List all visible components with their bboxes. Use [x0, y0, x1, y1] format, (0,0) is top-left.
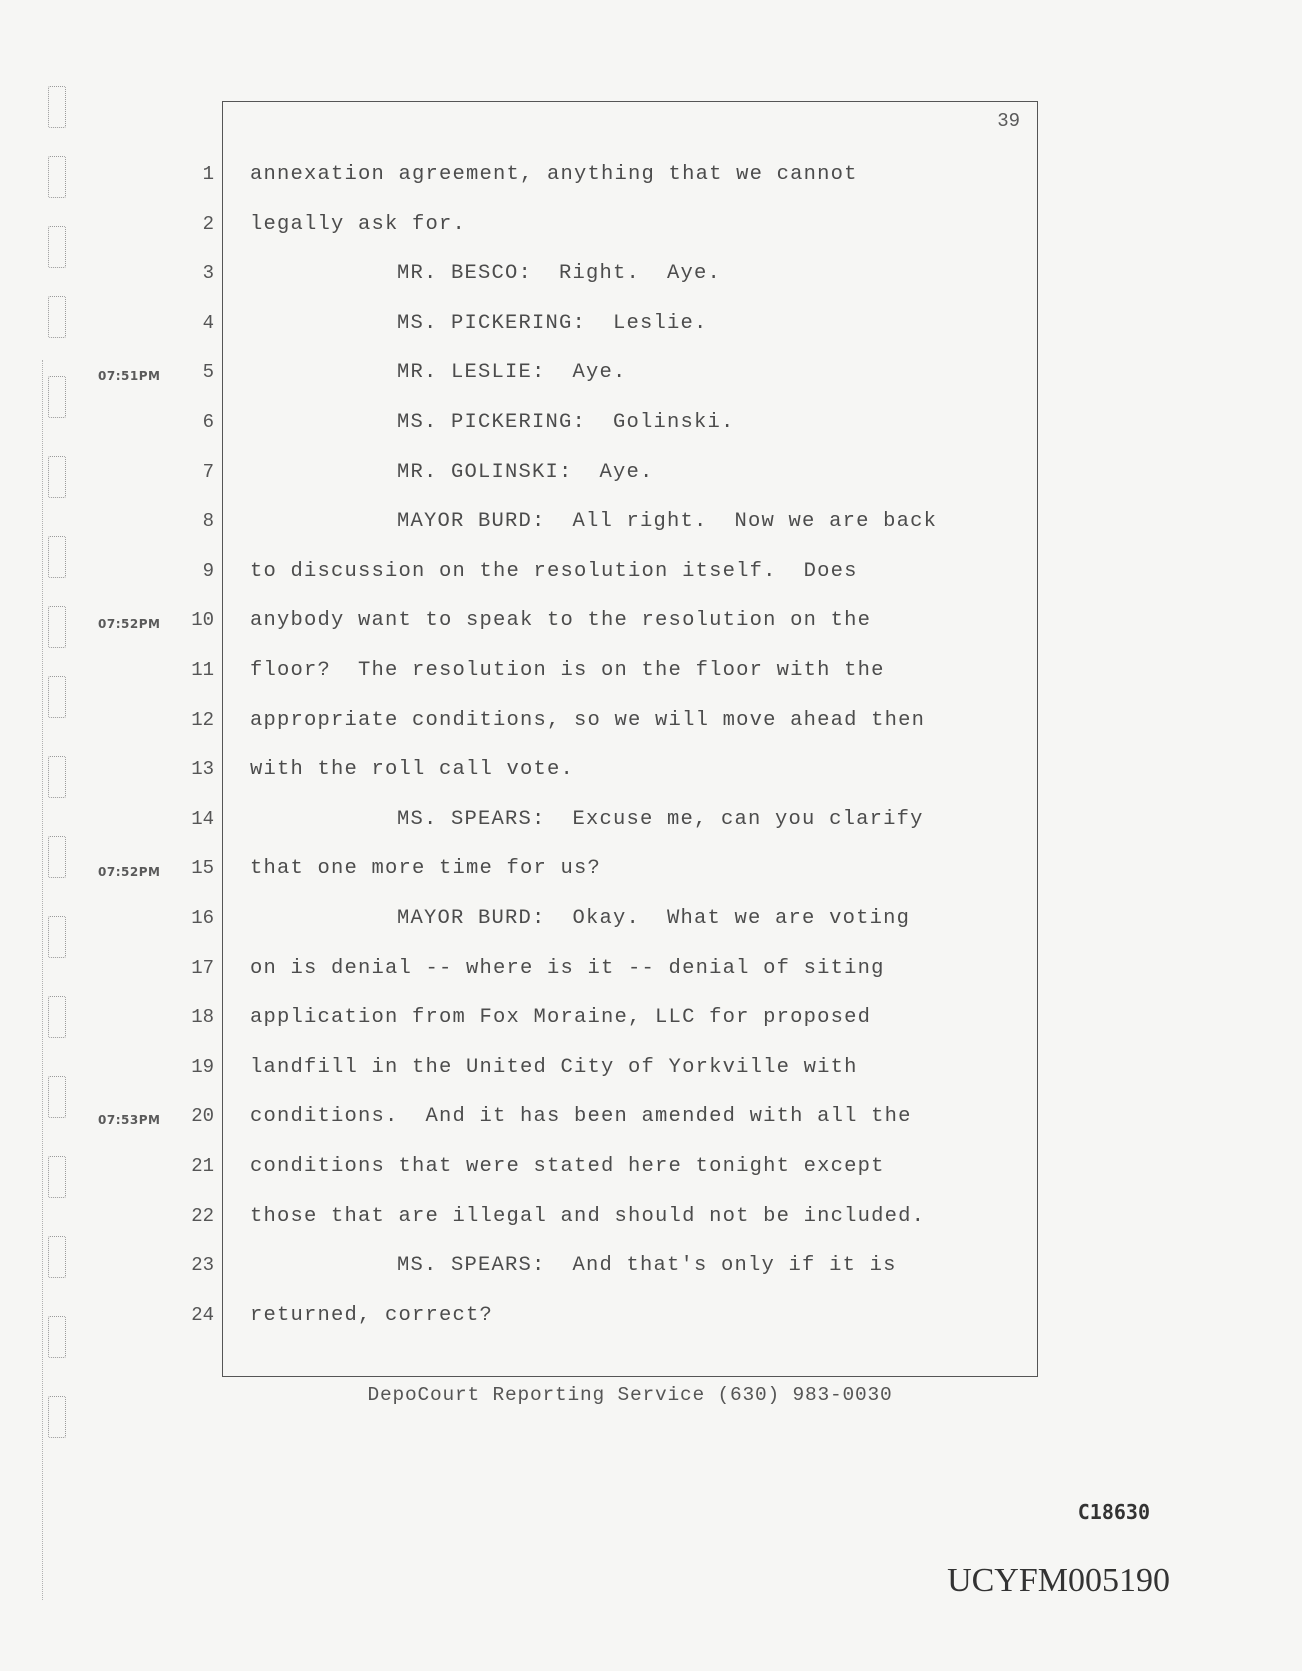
line-number: 19 — [191, 1055, 214, 1078]
line-text: on is denial -- where is it -- denial of siting — [250, 956, 885, 980]
line-number: 13 — [191, 758, 214, 781]
binding-mark — [48, 1396, 66, 1438]
line-text: to discussion on the resolution itself. Does — [250, 559, 858, 583]
line-number: 9 — [202, 559, 214, 582]
transcript-line — [0, 659, 1040, 689]
transcript-line — [0, 857, 1040, 887]
line-text: anybody want to speak to the resolution on the — [250, 609, 872, 633]
timestamp: 07:51PM — [98, 369, 161, 384]
line-text: MR. GOLINSKI: Aye. — [397, 460, 654, 484]
line-number: 2 — [202, 212, 214, 235]
transcript-line — [0, 461, 1040, 491]
line-text: conditions that were stated here tonight except — [250, 1155, 885, 1178]
transcript-line — [0, 213, 1040, 243]
bates-number: UCYFM005190 — [947, 1562, 1170, 1599]
line-text: MR. LESLIE: Aye. — [397, 361, 627, 385]
line-number: 1 — [202, 163, 214, 185]
transcript-line — [0, 1304, 1040, 1334]
transcript-frame — [222, 101, 1038, 1377]
reporter-footer: DepoCourt Reporting Service (630) 983-0030 — [367, 1384, 893, 1406]
transcript-line — [0, 1056, 1040, 1086]
transcript-line — [0, 510, 1040, 540]
transcript-line — [0, 808, 1040, 838]
line-text: MR. BESCO: Right. Aye. — [397, 262, 722, 286]
transcript-line — [0, 312, 1040, 342]
line-number: 18 — [191, 1006, 214, 1029]
line-text: those that are illegal and should not be included. — [250, 1204, 926, 1228]
transcript-line — [0, 163, 1040, 193]
line-text: floor? The resolution is on the floor with the — [250, 659, 885, 682]
line-text: MS. PICKERING: Golinski. — [397, 411, 735, 434]
line-number: 22 — [191, 1204, 214, 1227]
line-number: 16 — [191, 907, 214, 929]
line-number: 21 — [191, 1155, 214, 1177]
line-text: returned, correct? — [250, 1303, 494, 1327]
line-text: MS. PICKERING: Leslie. — [397, 311, 708, 335]
timestamp: 07:53PM — [98, 1113, 161, 1128]
line-text: application from Fox Moraine, LLC for proposed — [250, 1006, 872, 1030]
line-number: 7 — [202, 460, 214, 483]
line-number: 4 — [202, 311, 214, 334]
binding-mark — [48, 86, 66, 128]
line-number: 15 — [191, 857, 214, 880]
transcript-line — [0, 1205, 1040, 1235]
line-number: 17 — [191, 956, 214, 979]
line-text: MAYOR BURD: Okay. What we are voting — [397, 907, 911, 930]
transcript-line — [0, 1155, 1040, 1185]
line-number: 8 — [202, 510, 214, 533]
transcript-line — [0, 560, 1040, 590]
line-number: 12 — [191, 708, 214, 731]
line-text: with the roll call vote. — [250, 758, 575, 782]
transcript-line — [0, 1006, 1040, 1036]
transcript-line — [0, 1105, 1040, 1135]
transcript-line — [0, 957, 1040, 987]
line-text: annexation agreement, anything that we cannot — [250, 163, 858, 186]
line-number: 24 — [191, 1303, 214, 1326]
line-text: appropriate conditions, so we will move ahead then — [250, 708, 926, 732]
line-number: 20 — [191, 1105, 214, 1128]
transcript-line — [0, 1254, 1040, 1284]
line-number: 5 — [202, 361, 214, 384]
line-number: 11 — [191, 659, 214, 681]
line-text: landfill in the United City of Yorkville with — [250, 1055, 858, 1079]
line-text: MS. SPEARS: And that's only if it is — [397, 1254, 897, 1278]
transcript-line — [0, 907, 1040, 937]
line-number: 6 — [202, 411, 214, 433]
line-number: 23 — [191, 1254, 214, 1277]
line-text: MAYOR BURD: All right. Now we are back — [397, 510, 938, 534]
transcript-line — [0, 411, 1040, 441]
transcript-line — [0, 262, 1040, 292]
line-number: 10 — [191, 609, 214, 632]
line-number: 14 — [191, 807, 214, 830]
transcript-line — [0, 361, 1040, 391]
document-code: C18630 — [1077, 1500, 1150, 1524]
line-text: legally ask for. — [250, 212, 467, 236]
line-text: MS. SPEARS: Excuse me, can you clarify — [397, 807, 924, 831]
line-number: 3 — [202, 262, 214, 285]
transcript-line — [0, 709, 1040, 739]
page-number: 39 — [997, 110, 1020, 132]
transcript-line — [0, 758, 1040, 788]
transcript-line — [0, 609, 1040, 639]
line-text: that one more time for us? — [250, 857, 602, 881]
timestamp: 07:52PM — [98, 617, 161, 632]
timestamp: 07:52PM — [98, 865, 161, 880]
line-text: conditions. And it has been amended with all the — [250, 1105, 912, 1129]
